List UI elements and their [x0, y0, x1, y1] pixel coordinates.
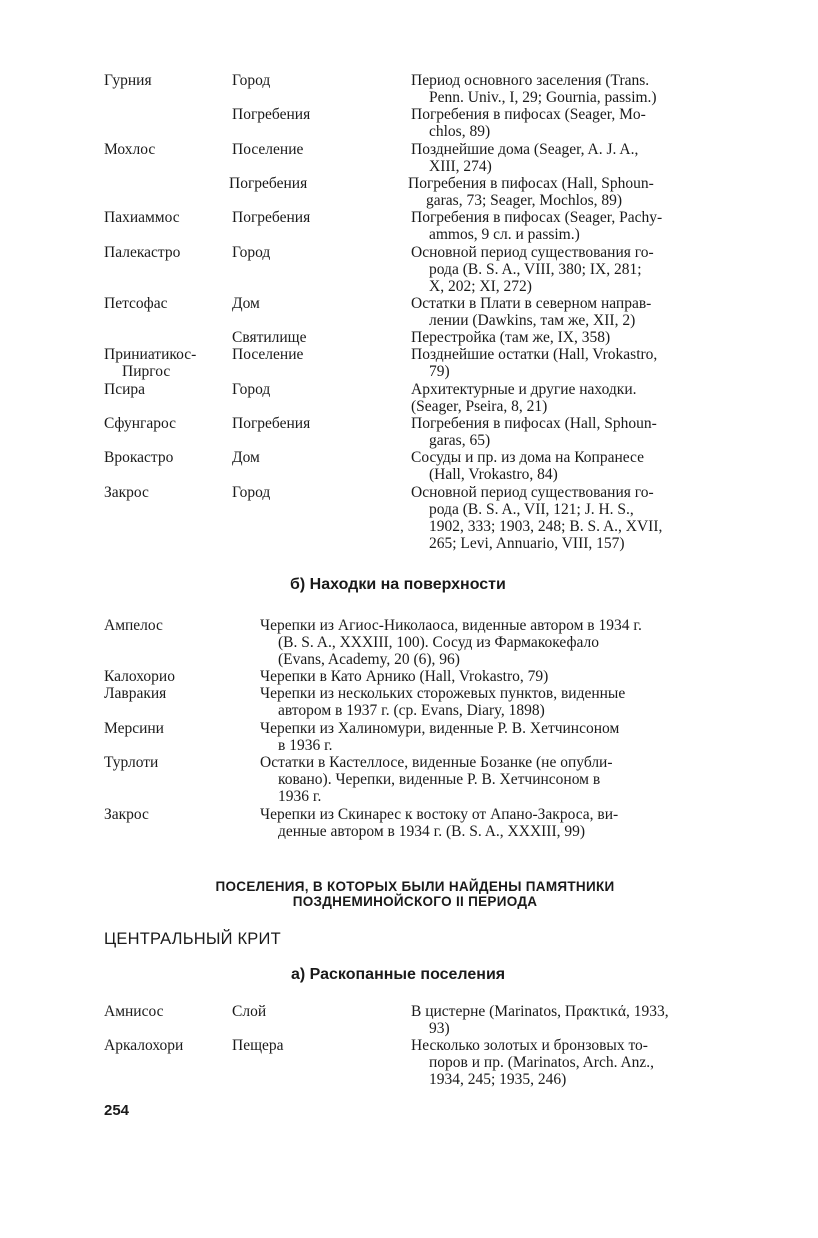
- desc-line: X, 202; XI, 272): [429, 278, 532, 295]
- desc-line: денные автором в 1934 г. (B. S. A., XXXIII, 99): [278, 823, 586, 840]
- desc-line: 1902, 333; 1903, 248; B. S. A., XVII,: [429, 518, 663, 535]
- site-description: [411, 449, 721, 483]
- site-type: Поселение: [232, 141, 304, 158]
- site-name: Калохорио: [104, 668, 175, 685]
- desc-line: Позднейшие остатки (Hall, Vrokastro,: [411, 346, 658, 363]
- site-description: [411, 295, 721, 329]
- site-name: Пахиаммос: [104, 209, 180, 226]
- site-description: [411, 106, 721, 140]
- desc-line: Несколько золотых и бронзовых то-: [411, 1037, 648, 1054]
- desc-line: рода (B. S. A., VIII, 380; IX, 281;: [429, 261, 642, 278]
- desc-line: рода (B. S. A., VII, 121; J. H. S.,: [429, 501, 634, 518]
- desc-line: chlos, 89): [429, 123, 491, 140]
- desc-line: Остатки в Плати в северном направ-: [411, 295, 652, 312]
- desc-line: Черепки из Скинарес к востоку от Апано-Закроса, ви-: [260, 806, 619, 823]
- site-description: [411, 346, 721, 380]
- section-title-line: ПОСЕЛЕНИЯ, В КОТОРЫХ БЫЛИ НАЙДЕНЫ ПАМЯТНИКИ: [215, 879, 615, 894]
- site-name: Амнисос: [104, 1003, 164, 1020]
- desc-line: ковано). Черепки, виденные Р. В. Хетчинсоном в: [278, 771, 601, 788]
- desc-line: Позднейшие дома (Seager, A. J. A.,: [411, 141, 639, 158]
- page-number: 254: [104, 1102, 130, 1119]
- desc-line: Основной период существования го-: [411, 484, 654, 501]
- desc-line: Погребения в пифосах (Hall, Sphoun-: [408, 175, 654, 192]
- desc-line: Погребения в пифосах (Seager, Pachy-: [411, 209, 663, 226]
- desc-line: (Seager, Pseira, 8, 21): [411, 398, 548, 415]
- site-name: Закрос: [104, 806, 149, 823]
- site-name-line: Пиргос: [122, 363, 171, 380]
- desc-line: в 1936 г.: [278, 737, 333, 754]
- desc-line: Черепки в Като Арнико (Hall, Vrokastro, 79): [260, 668, 549, 685]
- site-name: Мохлос: [104, 141, 156, 158]
- desc-line: (Hall, Vrokastro, 84): [429, 466, 558, 483]
- site-description: [411, 141, 721, 175]
- desc-line: 79): [429, 363, 450, 380]
- site-description: [260, 720, 722, 754]
- site-type: Город: [232, 381, 271, 398]
- site-type: Город: [232, 484, 271, 501]
- site-name: Мерсини: [104, 720, 164, 737]
- site-description: [411, 72, 721, 106]
- site-description: [411, 381, 721, 415]
- site-name: Сфунгарос: [104, 415, 177, 432]
- desc-line: Погребения в пифосах (Seager, Mo-: [411, 106, 646, 123]
- desc-line: (Evans, Academy, 20 (6), 96): [278, 651, 460, 668]
- desc-line: Перестройка (там же, IX, 358): [411, 329, 611, 346]
- site-description: [411, 415, 721, 449]
- desc-line: garas, 73; Seager, Mochlos, 89): [426, 192, 623, 209]
- site-description: [411, 484, 721, 552]
- site-type: Погребения: [229, 175, 308, 192]
- site-type: Город: [232, 244, 271, 261]
- desc-line: Архитектурные и другие находки.: [411, 381, 637, 398]
- desc-line: Penn. Univ., I, 29; Gournia, passim.): [429, 89, 657, 106]
- site-description: [260, 685, 722, 719]
- site-name: Ампелос: [104, 617, 163, 634]
- desc-line: 1936 г.: [278, 788, 322, 805]
- site-description: [411, 209, 721, 243]
- desc-line: Период основного заселения (Trans.: [411, 72, 650, 89]
- desc-line: garas, 65): [429, 432, 491, 449]
- site-type: Поселение: [232, 346, 304, 363]
- desc-line: 1934, 245; 1935, 246): [429, 1071, 567, 1088]
- site-type: Дом: [232, 295, 260, 312]
- site-description: [411, 1003, 721, 1037]
- desc-line: Черепки из Халиномури, виденные Р. В. Хетчинсоном: [260, 720, 620, 737]
- desc-line: В цистерне (Marinatos, Πρακτικά, 1933,: [411, 1003, 669, 1020]
- subsection-heading-surface-finds: б) Находки на поверхности: [290, 576, 506, 593]
- desc-line: Сосуды и пр. из дома на Копранесе: [411, 449, 644, 466]
- site-name: Палекастро: [104, 244, 181, 261]
- site-name: Гурния: [104, 72, 152, 89]
- site-type: Погребения: [232, 415, 311, 432]
- site-description: [260, 754, 722, 805]
- section-title-line: ПОЗДНЕМИНОЙСКОГО II ПЕРИОДА: [292, 894, 538, 909]
- desc-line: лении (Dawkins, там же, XII, 2): [429, 312, 636, 329]
- desc-line: автором в 1937 г. (ср. Evans, Diary, 1898): [278, 702, 545, 719]
- site-type: Погребения: [232, 209, 311, 226]
- site-name: Аркалохори: [104, 1037, 184, 1054]
- site-name: Лавракия: [104, 685, 167, 702]
- site-description: [411, 244, 721, 295]
- subsection-heading-excavated: а) Раскопанные поселения: [291, 966, 506, 983]
- desc-line: Черепки из нескольких сторожевых пунктов, виденные: [260, 685, 626, 702]
- desc-line: Основной период существования го-: [411, 244, 654, 261]
- site-type: Святилище: [232, 329, 307, 346]
- site-description: [411, 329, 721, 346]
- site-description: [260, 806, 722, 840]
- site-name: Турлоти: [104, 754, 159, 771]
- site-name-line: Приниатикос-: [104, 346, 197, 363]
- site-name: Врокастро: [104, 449, 174, 466]
- site-name: Петсофас: [104, 295, 168, 312]
- desc-line: поров и пр. (Marinatos, Arch. Anz.,: [429, 1054, 655, 1071]
- desc-line: Черепки из Агиос-Николаоса, виденные автором в 1934 г.: [260, 617, 642, 634]
- site-description: [260, 668, 722, 685]
- site-description: [408, 175, 721, 209]
- site-type: Погребения: [232, 106, 311, 123]
- desc-line: Погребения в пифосах (Hall, Sphoun-: [411, 415, 657, 432]
- desc-line: 265; Levi, Annuario, VIII, 157): [429, 535, 625, 552]
- section-title: [160, 879, 670, 909]
- site-type: Дом: [232, 449, 260, 466]
- site-type: Слой: [232, 1003, 267, 1020]
- site-description: [260, 617, 722, 668]
- site-type: Пещера: [232, 1037, 284, 1054]
- site-name: [104, 346, 196, 380]
- site-name: Псира: [104, 381, 145, 398]
- desc-line: Остатки в Кастеллосе, виденные Бозанке (не опубли-: [260, 754, 613, 771]
- site-type: Город: [232, 72, 271, 89]
- desc-line: XIII, 274): [429, 158, 492, 175]
- desc-line: 93): [429, 1020, 450, 1037]
- desc-line: ammos, 9 сл. и passim.): [429, 226, 580, 243]
- site-name: Закрос: [104, 484, 149, 501]
- desc-line: (B. S. A., XXXIII, 100). Сосуд из Фармакокефало: [278, 634, 600, 651]
- site-description: [411, 1037, 721, 1088]
- region-heading: ЦЕНТРАЛЬНЫЙ КРИТ: [104, 930, 281, 948]
